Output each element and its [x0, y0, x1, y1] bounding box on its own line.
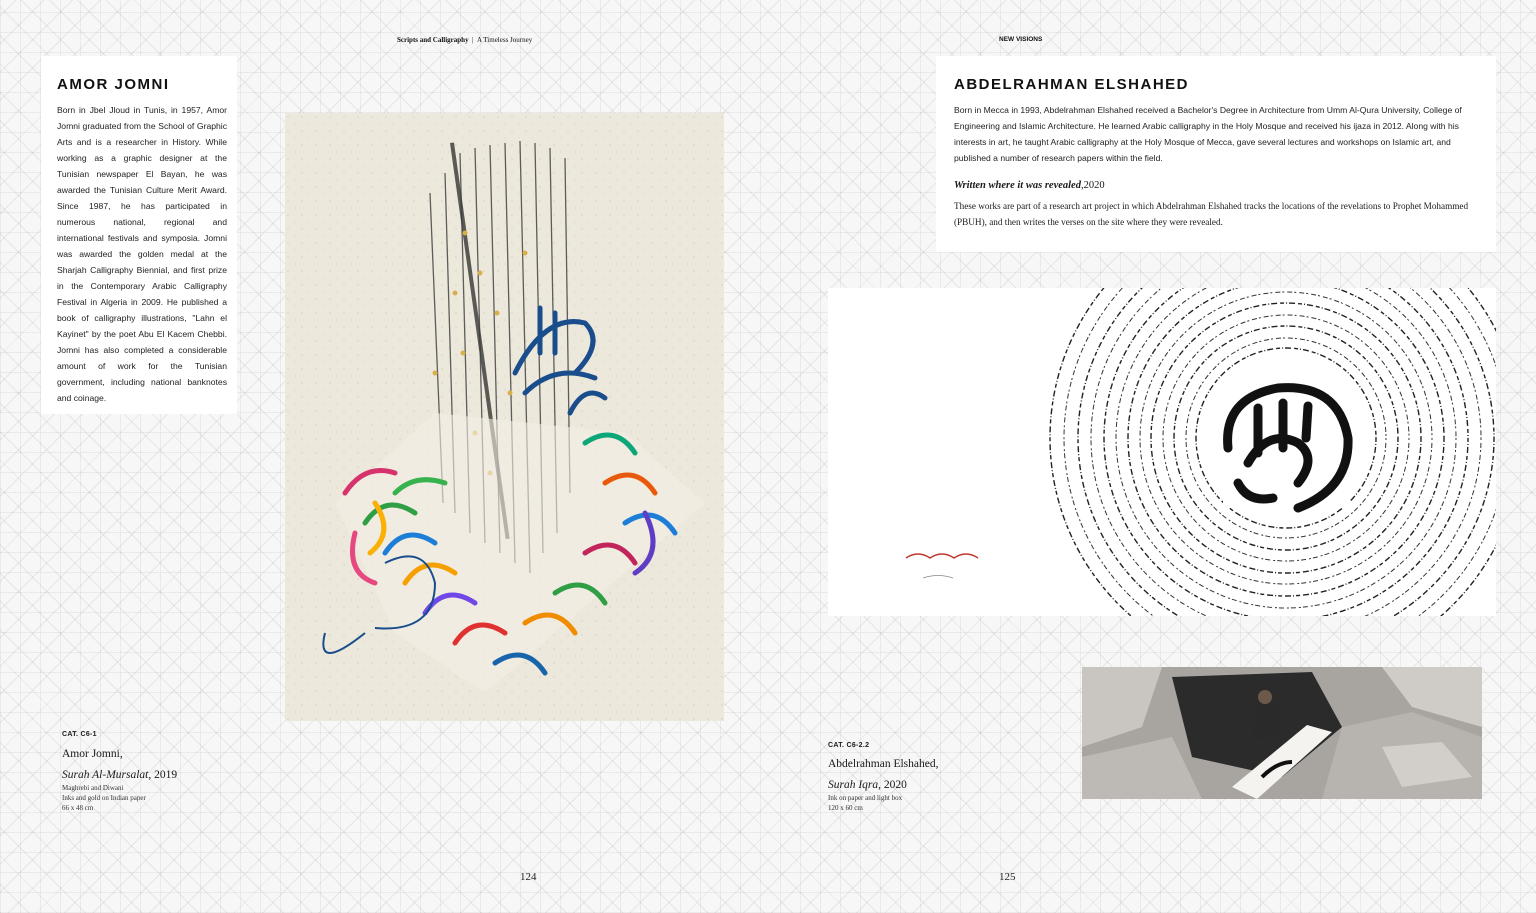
catalog-number-left: CAT. C6-1: [62, 731, 97, 738]
artwork-surah-iqra: [828, 288, 1496, 616]
artist-heading: ABDELRAHMAN ELSHAHED: [954, 76, 1189, 93]
caption-meta-left: [62, 783, 146, 813]
artist-bio: Born in Jbel Jloud in Tunis, in 1957, Amor Jomni graduated from the School of Graphic Arts and is a researcher in History. While working as a graphic designer at the Tunisian newspaper El Bayan, he was awarded the Tunisian Culture Merit Award. Since 1987, he has participated in numerous national, regional and international festivals and symposia. Jomni was awarded the golden medal at the Sharjah Calligraphy Biennial, and first prize in the Contemporary Arabic Calligraphy Festival in Algeria in 2009. He published a book of calligraphy illustrations, "Lahn el Kayinet" by the poet Abu El Kacem Chebbi. Jomni has also completed a considerable amount of work for the Tunisian government, including national banknotes and coinage.: [57, 105, 227, 403]
work-title: Written where it was revealed: [954, 180, 1081, 191]
bio-panel-right: [936, 56, 1496, 252]
running-head-right: NEW VISIONS: [999, 36, 1043, 43]
spiral-calligraphy-image: [828, 288, 1496, 616]
artist-bio: Born in Mecca in 1993, Abdelrahman Elshahed received a Bachelor's Degree in Architecture from Umm Al-Qura University, College of Engineering and Islamic Architecture. He learned Arabic calligraphy in the Holy Mosque and received his ijaza in 2012. Along with his interests in art, he taught Arabic calligraphy at the Holy Mosque of Mecca, gave several lectures and workshops on Islamic art, and published a number of research papers within the field.: [954, 105, 1462, 163]
caption-artist-right: Abdelrahman Elshahed,: [828, 758, 939, 770]
work-year: ,2020: [1080, 180, 1105, 191]
caption-title-line-right: [828, 775, 907, 793]
caption-artist-left: Amor Jomni,: [62, 748, 123, 760]
caption-title-line-left: [62, 765, 177, 783]
page-number-right: 125: [999, 871, 1016, 883]
cave-photo-image: [1082, 667, 1482, 799]
catalog-number-right: CAT. C6-2.2: [828, 742, 870, 749]
caption-year-right: , 2020: [878, 779, 907, 791]
work-title-line: [954, 180, 1105, 191]
artwork-surah-al-mursalat: [285, 113, 724, 721]
artist-heading: AMOR JOMNI: [57, 76, 170, 93]
caption-meta-line: 66 x 48 cm: [62, 804, 94, 812]
caption-title-left: Surah Al-Mursalat: [62, 769, 149, 781]
caption-year-left: , 2019: [148, 769, 178, 781]
caption-meta-line: Maghrebi and Diwani: [62, 784, 124, 792]
caption-meta-right: [828, 793, 902, 813]
page-number-left: 124: [520, 871, 537, 883]
caption-meta-line: Inks and gold on Indian paper: [62, 794, 146, 802]
caption-meta-line: Ink on paper and light box: [828, 794, 903, 802]
caption-meta-line: 120 x 60 cm: [828, 804, 863, 812]
calligraphy-artwork-image: [285, 113, 724, 721]
caption-title-right: Surah Iqra: [828, 779, 879, 791]
running-head-left: Scripts and Calligraphy | A Timeless Journey: [397, 36, 533, 44]
bio-panel-left: [41, 56, 237, 414]
work-description: These works are part of a research art project in which Abdelrahman Elshahed tracks the locations of the revelations to Prophet Mohammed (PBUH), and then writes the verses on the site where they were revealed.: [954, 201, 1469, 227]
photo-artist-in-cave: [1082, 667, 1482, 799]
